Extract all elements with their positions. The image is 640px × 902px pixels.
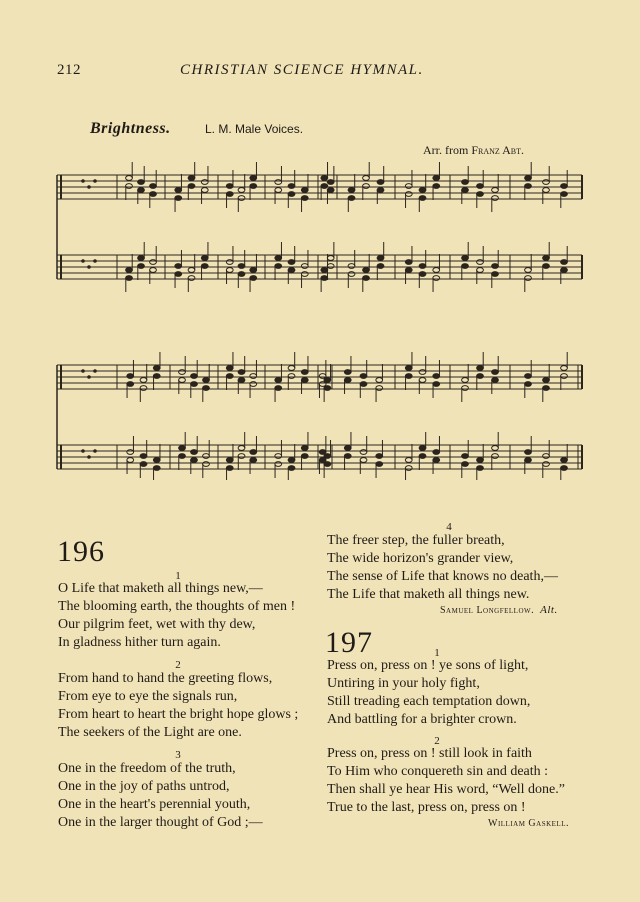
music-score bbox=[0, 160, 640, 480]
verse-line: O Life that maketh all things new,— bbox=[58, 581, 263, 596]
verse-number: 4 bbox=[446, 521, 452, 533]
verse-line: One in the heart's perennial youth, bbox=[58, 797, 251, 812]
arranger-credit bbox=[423, 143, 524, 158]
verse-line: Press on, press on ! still look in faith bbox=[327, 746, 532, 761]
attribution-note: Alt. bbox=[540, 604, 558, 616]
arranger-name: Franz Abt. bbox=[471, 143, 525, 157]
verse-line: One in the larger thought of God ;— bbox=[58, 815, 263, 830]
author-attribution bbox=[440, 604, 558, 616]
author-name: Samuel Longfellow. bbox=[440, 605, 535, 616]
verse-line: The sense of Life that knows no death,— bbox=[327, 569, 558, 584]
verse-line: Press on, press on ! ye sons of light, bbox=[327, 658, 529, 673]
verse-line: From heart to heart the bright hope glows ; bbox=[58, 707, 299, 722]
verse-number: 1 bbox=[175, 570, 181, 582]
hymn-number-197: 197 bbox=[325, 626, 373, 659]
verse-line: Our pilgrim feet, wet with thy dew, bbox=[58, 617, 256, 632]
tune-name: Brightness. bbox=[90, 120, 171, 137]
verse-line: The wide horizon's grander view, bbox=[327, 551, 514, 566]
author-attribution: William Gaskell. bbox=[488, 818, 569, 829]
verse-line: Still treading each temptation down, bbox=[327, 694, 531, 709]
staff bbox=[57, 255, 582, 279]
verse-number: 1 bbox=[434, 647, 440, 659]
verse-line: From eye to eye the signals run, bbox=[58, 689, 238, 704]
running-title: CHRISTIAN SCIENCE HYMNAL. bbox=[180, 62, 424, 78]
verse-line: The blooming earth, the thoughts of men ! bbox=[58, 599, 296, 614]
verse-line: From hand to hand the greeting flows, bbox=[58, 671, 273, 686]
verse-line: Then shall ye hear His word, “Well done.” bbox=[327, 782, 565, 797]
verse-line: The Life that maketh all things new. bbox=[327, 587, 530, 602]
arranger-prefix: Arr. from bbox=[423, 143, 472, 157]
verse-line: One in the freedom of the truth, bbox=[58, 761, 236, 776]
verse-line: One in the joy of paths untrod, bbox=[58, 779, 230, 794]
verse-line: And battling for a brighter crown. bbox=[327, 712, 517, 727]
verse-number: 2 bbox=[434, 735, 440, 747]
hymn-number-196: 196 bbox=[57, 535, 105, 568]
staff bbox=[57, 175, 582, 279]
verse-number: 2 bbox=[175, 659, 181, 671]
verse-line: To Him who conquereth sin and death : bbox=[327, 764, 549, 779]
verse-line: The seekers of the Light are one. bbox=[58, 725, 242, 740]
verse-line: True to the last, press on, press on ! bbox=[327, 800, 526, 815]
verse-line: In gladness hither turn again. bbox=[58, 635, 221, 650]
verse-line: The freer step, the fuller breath, bbox=[327, 533, 505, 548]
verse-number: 3 bbox=[175, 749, 181, 761]
tune-meter: L. M. Male Voices. bbox=[205, 122, 304, 136]
verse-line: Untiring in your holy fight, bbox=[327, 676, 480, 691]
page-number: 212 bbox=[57, 62, 81, 78]
